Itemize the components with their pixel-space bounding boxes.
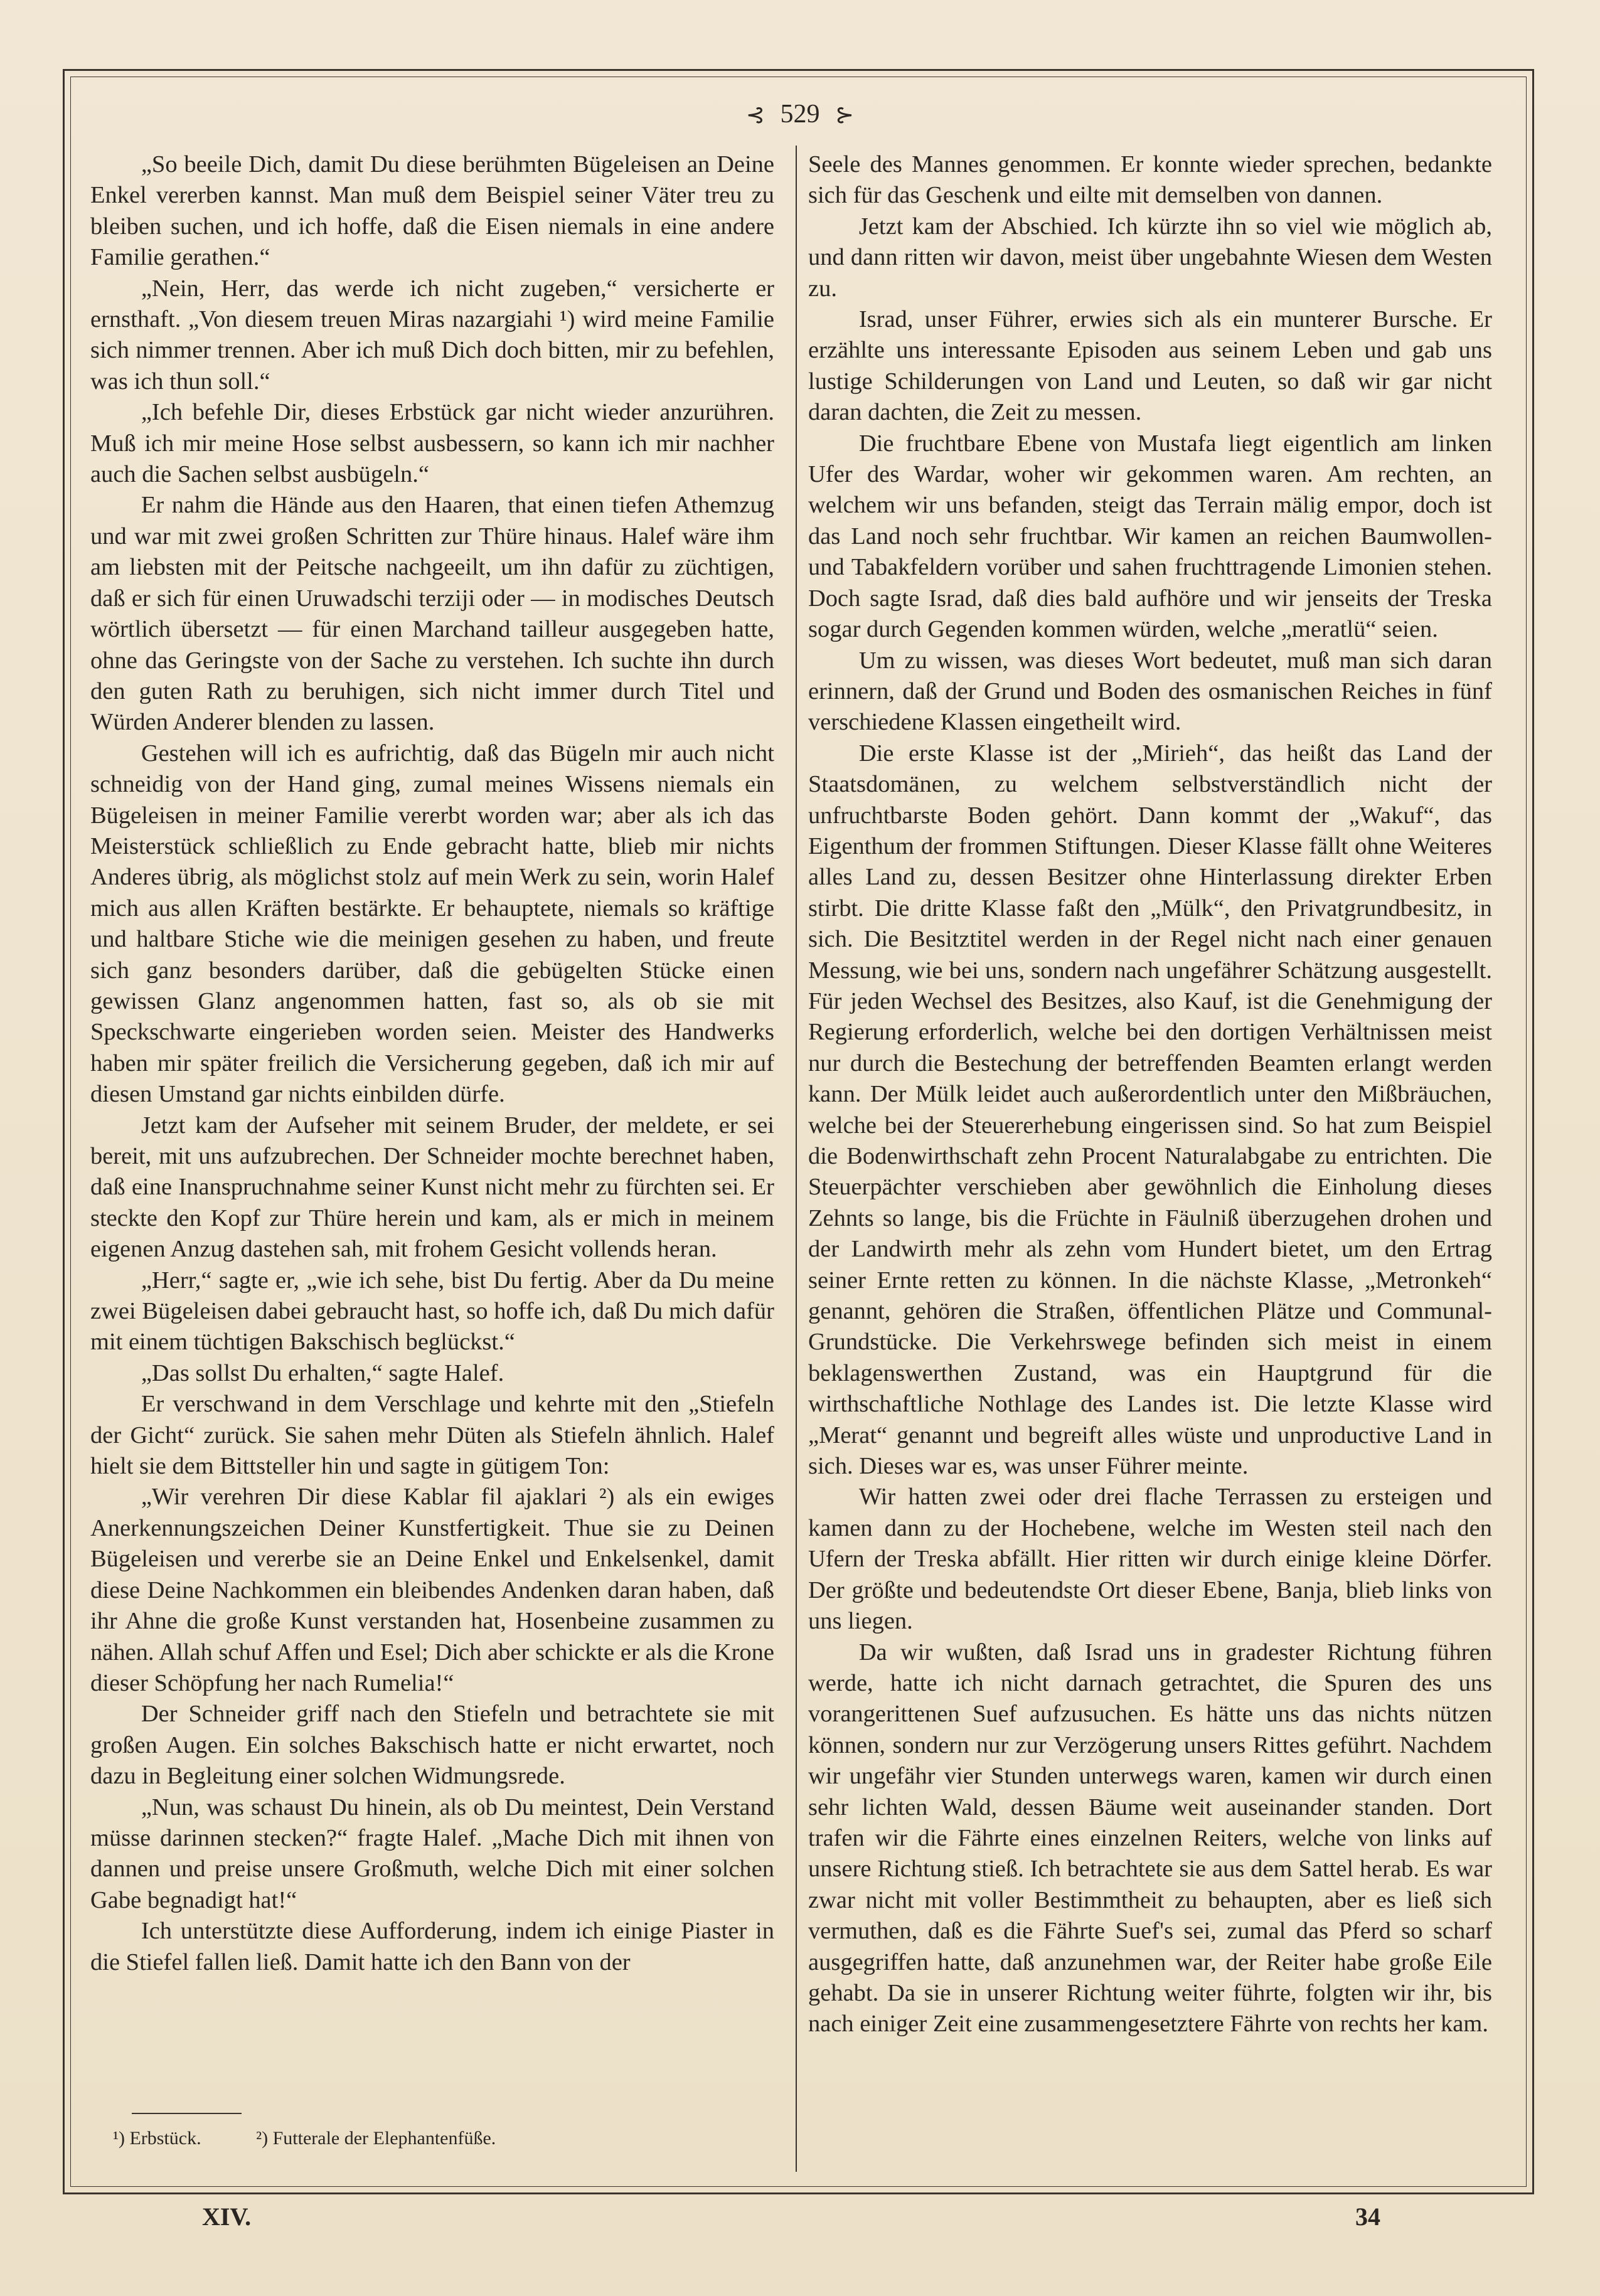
paragraph: „Wir verehren Dir diese Kablar fil ajaklari ²) als ein ewiges Anerkennungszeichen Deiner Kunstfertigkeit. Thue sie zu Deinen Bügeleisen und vererbe sie an Deine Enkel und Enkelsenkel, damit diese Deine Nachkommen ein bleibendes Andenken daran haben, daß ihr Ahne die große Kunst verstanden hat, Hosenbeine zusammen zu nähen. Allah schuf Affen und Esel; Dich aber schickte er als die Krone dieser Schöpfung her nach Rumelia!“ — [90, 1484, 774, 1696]
paragraph: Jetzt kam der Abschied. Ich kürzte ihn so viel wie möglich ab, und dann ritten wir davon, meist über ungebahnte Wiesen dem Westen zu. — [808, 213, 1492, 302]
page-header — [0, 99, 1600, 129]
paragraph: Seele des Mannes genommen. Er konnte wieder sprechen, bedankte sich für das Geschenk und eilte mit demselben von dannen. — [808, 151, 1492, 209]
ornament-left-icon: ⊰ — [745, 102, 765, 127]
paragraph: „Ich befehle Dir, dieses Erbstück gar nicht wieder anzurühren. Muß ich mir meine Hose selbst ausbessern, so kann ich mir nachher auch die Sachen selbst ausbügeln.“ — [90, 399, 774, 488]
left-column — [90, 149, 774, 1978]
ornament-right-icon: ⊱ — [835, 102, 855, 127]
paragraph: Er nahm die Hände aus den Haaren, that einen tiefen Athemzug und war mit zwei großen Schritten zur Thüre hinaus. Halef wäre ihm am liebsten mit der Peitsche nachgeeilt, um ihn dafür zu züchtigen, daß er sich für einen Uruwadschi terziji oder — in modisches Deutsch wörtlich übersetzt — für einen Marchand tailleur ausgegeben hatte, ohne das Geringste von der Sache zu verstehen. Ich suchte ihn durch den guten Rath zu beruhigen, sich nicht immer durch Titel und Würden Anderer blenden zu lassen. — [90, 492, 774, 736]
paragraph: Israd, unser Führer, erwies sich als ein munterer Bursche. Er erzählte uns interessante Episoden aus seinem Leben und gab uns lustige Schilderungen von Land und Leuten, so daß wir gar nicht daran dachten, die Zeit zu messen. — [808, 306, 1492, 426]
paragraph: „Herr,“ sagte er, „wie ich sehe, bist Du fertig. Aber da Du meine zwei Bügeleisen dabei gebraucht hast, so hoffe ich, daß Du mich dafür mit einem tüchtigen Bakschisch beglückst.“ — [90, 1267, 774, 1356]
paragraph: Der Schneider griff nach den Stiefeln und betrachtete sie mit großen Augen. Ein solches Bakschisch hatte er nicht erwartet, noch dazu in Begleitung einer solchen Widmungsrede. — [90, 1701, 774, 1790]
sheet-number: 34 — [1355, 2203, 1380, 2231]
footnote-2: ²) Futterale der Elephantenfüße. — [256, 2128, 496, 2149]
paragraph: Die fruchtbare Ebene von Mustafa liegt eigentlich am linken Ufer des Wardar, woher wir gekommen waren. Am rechten, an welchem wir uns befanden, steigt das Terrain mälig empor, doch ist das Land noch sehr fruchtbar. Wir kamen an reichen Baumwollen- und Tabakfeldern vorüber und sahen fruchttragende Limonien stehen. Doch sagte Israd, daß dies bald aufhöre und wir jenseits der Treska sogar durch Gegenden kommen würden, welche „meratlü“ seien. — [808, 430, 1492, 643]
paragraph: Jetzt kam der Aufseher mit seinem Bruder, der meldete, er sei bereit, mit uns aufzubrechen. Der Schneider mochte berechnet haben, daß eine Inanspruchnahme seiner Kunst nicht mehr zu fürchten sei. Er steckte den Kopf zur Thüre herein und kam, als er mich in meinem eigenen Anzug dastehen sah, mit frohem Gesicht vollends heran. — [90, 1112, 774, 1263]
paragraph: Gestehen will ich es aufrichtig, daß das Bügeln mir auch nicht schneidig von der Hand ging, zumal meines Wissens niemals ein Bügeleisen in meiner Familie vererbt worden war; aber als ich das Meisterstück schließlich zu Ende gebracht hatte, blieb mir nichts Anderes übrig, als möglichst stolz auf mein Werk zu sein, worin Halef mich aus allen Kräften bestärkte. Er behauptete, niemals so kräftige und haltbare Stiche wie die meinigen gesehen zu haben, und freute sich ganz besonders darüber, daß die gebügelten Stücke einen gewissen Glanz angenommen hatten, fast so, als ob sie mit Speckschwarte eingerieben worden seien. Meister des Handwerks haben mir später freilich die Versicherung gegeben, daß ich mir auf diesen Umstand gar nichts einbilden dürfe. — [90, 740, 774, 1108]
signature-mark: XIV. — [202, 2203, 252, 2231]
paragraph: Ich unterstützte diese Aufforderung, indem ich einige Piaster in die Stiefel fallen ließ. Damit hatte ich den Bann von der — [90, 1918, 774, 1975]
paragraph: Wir hatten zwei oder drei flache Terrassen zu ersteigen und kamen dann zu der Hochebene, welche im Westen steil nach den Ufern der Treska abfällt. Hier ritten wir durch einige kleine Dörfer. Der größte und bedeutendste Ort dieser Ebene, Banja, blieb links von uns liegen. — [808, 1484, 1492, 1635]
paragraph: Da wir wußten, daß Israd uns in gradester Richtung führen werde, hatte ich nicht darnach getrachtet, die Spuren des uns vorangerittenen Suef aufzusuchen. Es hätte uns das nichts nützen können, sondern nur zur Verzögerung unsers Rittes geführt. Nachdem wir ungefähr vier Stunden unterwegs waren, kamen wir durch einen sehr lichten Wald, dessen Bäume weit auseinander standen. Dort trafen wir die Fährte eines einzelnen Reiters, welche von links auf unsere Richtung stieß. Ich betrachtete sie aus dem Sattel herab. Es war zwar nicht mit voller Bestimmtheit zu behaupten, aber es ließ sich vermuthen, daß es die Fährte Suef's sei, zumal das Pferd so scharf ausgegriffen hatte, daß anzunehmen war, der Reiter habe große Eile gehabt. Da sie in unserer Richtung weiter führte, folgten wir ihr, bis nach einiger Zeit eine zusammengesetztere Fährte von rechts her kam. — [808, 1639, 1492, 2038]
paragraph: „Das sollst Du erhalten,“ sagte Halef. — [141, 1359, 504, 1386]
page-number: 529 — [780, 100, 820, 129]
right-column — [808, 149, 1492, 2040]
footnote-1: ¹) Erbstück. — [113, 2128, 201, 2149]
paragraph: „So beeile Dich, damit Du diese berühmten Bügeleisen an Deine Enkel vererben kannst. Man muß dem Beispiel seiner Väter treu zu bleiben suchen, und ich hoffe, daß die Eisen niemals in eine andere Familie gerathen.“ — [90, 151, 774, 271]
paragraph: Um zu wissen, was dieses Wort bedeutet, muß man sich daran erinnern, daß der Grund und Boden des osmanischen Reiches in fünf verschiedene Klassen eingetheilt wird. — [808, 647, 1492, 736]
column-divider — [796, 146, 797, 2172]
paragraph: Er verschwand in dem Verschlage und kehrte mit den „Stiefeln der Gicht“ zurück. Sie sahen mehr Düten als Stiefeln ähnlich. Halef hielt sie dem Bittsteller hin und sagte in gütigem Ton: — [90, 1391, 774, 1480]
paragraph: „Nein, Herr, das werde ich nicht zugeben,“ versicherte er ernsthaft. „Von diesem treuen Miras nazargiahi ¹) wird meine Familie sich nimmer trennen. Aber ich muß Dich doch bitten, mir zu befehlen, was ich thun soll.“ — [90, 275, 774, 395]
paragraph: Die erste Klasse ist der „Mirieh“, das heißt das Land der Staatsdomänen, zu welchem selbstverständlich nicht der unfruchtbarste Boden gehört. Dann kommt der „Wakuf“, das Eigenthum der frommen Stiftungen. Dieser Klasse fällt ohne Weiteres alles Land zu, dessen Besitzer ohne Hinterlassung direkter Erben stirbt. Die dritte Klasse faßt den „Mülk“, den Privatgrundbesitz, in sich. Die Besitztitel werden in der Regel nicht nach einer genauen Messung, wie bei uns, sondern nach ungefährer Schätzung ausgestellt. Für jeden Wechsel des Besitzes, also Kauf, ist die Genehmigung der Regierung erforderlich, welche bei den dortigen Verhältnissen meist nur durch die Bestechung der betreffenden Beamten erlangt werden kann. Der Mülk leidet auch außerordentlich unter den Mißbräuchen, welche bei der Steuererhebung eingerissen sind. So hat zum Beispiel die Bodenwirthschaft zehn Procent Naturalabgabe zu entrichten. Die Steuerpächter verschieben aber gewöhnlich die Einholung dieses Zehnts so lange, bis die Früchte in Fäulniß überzugehen drohen und der Landwirth mehr als zehn vom Hundert bietet, um den Ertrag seiner Ernte retten zu können. In die nächste Klasse, „Metronkeh“ genannt, gehören die Straßen, öffentlichen Plätze und Communal-Grundstücke. Die Verkehrswege befinden sich meist in einem beklagenswerthen Zustand, was ein Hauptgrund für die wirthschaftliche Nothlage des Landes ist. Die letzte Klasse wird „Merat“ genannt und begreift alles wüste und unproductive Land in sich. Dieses war es, was unser Führer meinte. — [808, 740, 1492, 1480]
footnote-rule — [132, 2113, 242, 2114]
paragraph: „Nun, was schaust Du hinein, als ob Du meintest, Dein Verstand müsse darinnen stecken?“ fragte Halef. „Mache Dich mit ihnen von dannen und preise unsere Großmuth, welche Dich mit einer solchen Gabe begnadigt hat!“ — [90, 1794, 774, 1913]
footnotes — [113, 2128, 546, 2149]
